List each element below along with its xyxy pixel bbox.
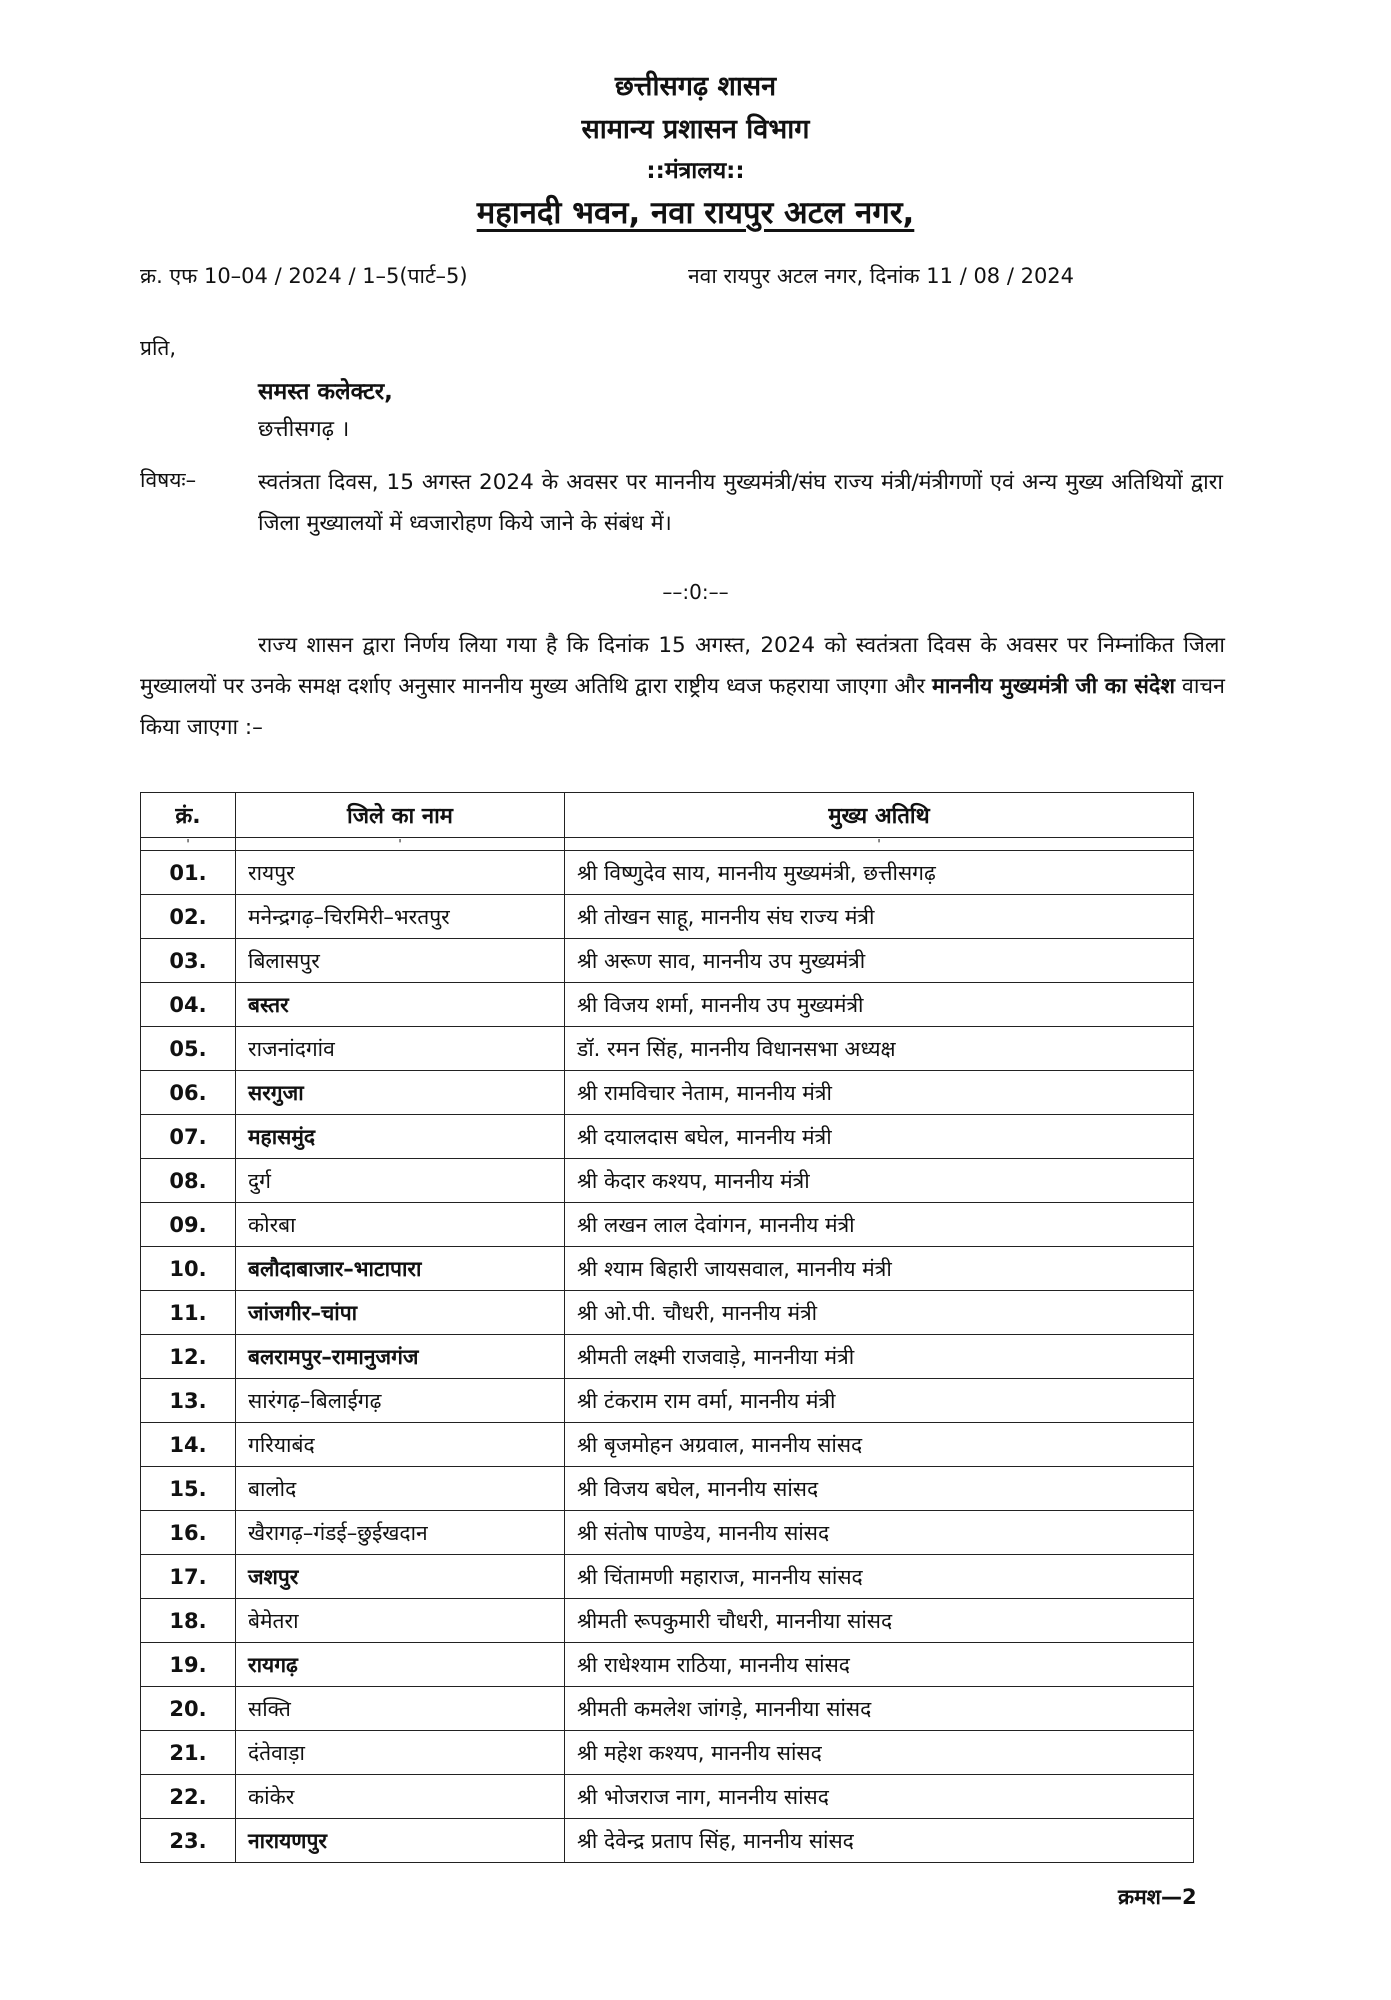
spacer-mark: ' [236, 838, 565, 851]
paragraph-text-2: वाचन किया जाएगा :– [140, 674, 1225, 740]
chief-guest-cell: श्री अरूण साव, माननीय उप मुख्यमंत्री [565, 939, 1194, 983]
district-name-cell: मनेन्द्रगढ़–चिरमिरी–भरतपुर [236, 895, 565, 939]
district-name-cell: रायपुर [236, 851, 565, 895]
district-name-cell: दंतेवाड़ा [236, 1731, 565, 1775]
header-ministry: ::मंत्रालय:: [646, 158, 745, 184]
table-row [141, 1555, 1194, 1599]
serial-number-cell: 22. [141, 1775, 236, 1819]
serial-number-cell: 21. [141, 1731, 236, 1775]
chief-guest-cell: श्रीमती लक्ष्मी राजवाड़े, माननीया मंत्री [565, 1335, 1194, 1379]
table-spacer-row [141, 838, 1194, 851]
table-row [141, 1467, 1194, 1511]
continuation-marker: क्रमश—2 [1118, 1885, 1197, 1909]
table-row [141, 1379, 1194, 1423]
chief-guest-cell: श्रीमती रूपकुमारी चौधरी, माननीया सांसद [565, 1599, 1194, 1643]
serial-number-cell: 10. [141, 1247, 236, 1291]
district-name-cell: महासमुंद [236, 1115, 565, 1159]
table-row [141, 1247, 1194, 1291]
serial-number-cell: 06. [141, 1071, 236, 1115]
serial-number-cell: 20. [141, 1687, 236, 1731]
district-name-cell: राजनांदगांव [236, 1027, 565, 1071]
serial-number-cell: 08. [141, 1159, 236, 1203]
serial-number-cell: 16. [141, 1511, 236, 1555]
district-name-cell: सारंगढ़–बिलाईगढ़ [236, 1379, 565, 1423]
serial-number-cell: 23. [141, 1819, 236, 1863]
serial-number-cell: 03. [141, 939, 236, 983]
chief-guest-cell: श्री भोजराज नाग, माननीय सांसद [565, 1775, 1194, 1819]
header-serial: क्रं. [141, 793, 236, 838]
table-row [141, 1423, 1194, 1467]
district-name-cell: जशपुर [236, 1555, 565, 1599]
serial-number-cell: 01. [141, 851, 236, 895]
spacer-mark: ' [141, 838, 236, 851]
serial-number-cell: 04. [141, 983, 236, 1027]
table-row [141, 1775, 1194, 1819]
district-name-cell: खैरागढ़–गंडई–छुईखदान [236, 1511, 565, 1555]
chief-guest-cell: श्री विजय बघेल, माननीय सांसद [565, 1467, 1194, 1511]
table-row [141, 1819, 1194, 1863]
serial-number-cell: 13. [141, 1379, 236, 1423]
paragraph-bold-text: माननीय मुख्यमंत्री जी का संदेश [931, 674, 1175, 699]
table-row [141, 851, 1194, 895]
chief-guest-cell: श्री ओ.पी. चौधरी, माननीय मंत्री [565, 1291, 1194, 1335]
district-name-cell: गरियाबंद [236, 1423, 565, 1467]
serial-number-cell: 11. [141, 1291, 236, 1335]
spacer-mark: ' [565, 838, 1194, 851]
table-row [141, 1643, 1194, 1687]
body-paragraph [140, 625, 1225, 748]
chief-guest-cell: श्री श्याम बिहारी जायसवाल, माननीय मंत्री [565, 1247, 1194, 1291]
addressee-prati: प्रति, [140, 336, 177, 360]
serial-number-cell: 09. [141, 1203, 236, 1247]
district-name-cell: दुर्ग [236, 1159, 565, 1203]
serial-number-cell: 19. [141, 1643, 236, 1687]
table-row [141, 1731, 1194, 1775]
serial-number-cell: 18. [141, 1599, 236, 1643]
chief-guest-cell: श्री विष्णुदेव साय, माननीय मुख्यमंत्री, छत्तीसगढ़ [565, 851, 1194, 895]
addressee-collectors: समस्त कलेक्टर, [258, 379, 393, 405]
chief-guest-cell: श्री बृजमोहन अग्रवाल, माननीय सांसद [565, 1423, 1194, 1467]
district-name-cell: सरगुजा [236, 1071, 565, 1115]
subject-text: स्वतंत्रता दिवस, 15 अगस्त 2024 के अवसर पर माननीय मुख्यमंत्री/संघ राज्य मंत्री/मंत्रीगणों एवं अन्य मुख्य अतिथियों द्वारा जिला मुख्यालयों में ध्वजारोहण किये जाने के संबंध में। [258, 470, 1223, 536]
serial-number-cell: 17. [141, 1555, 236, 1599]
serial-number-cell: 12. [141, 1335, 236, 1379]
chief-guest-cell: श्रीमती कमलेश जांगड़े, माननीया सांसद [565, 1687, 1194, 1731]
district-name-cell: कोरबा [236, 1203, 565, 1247]
chief-guest-cell: श्री केदार कश्यप, माननीय मंत्री [565, 1159, 1194, 1203]
table-row [141, 939, 1194, 983]
chief-guest-cell: श्री तोखन साहू, माननीय संघ राज्य मंत्री [565, 895, 1194, 939]
chief-guest-cell: श्री विजय शर्मा, माननीय उप मुख्यमंत्री [565, 983, 1194, 1027]
subject-label: विषयः– [140, 468, 197, 492]
table-row [141, 1115, 1194, 1159]
district-name-cell: बलरामपुर–रामानुजगंज [236, 1335, 565, 1379]
table-row [141, 1511, 1194, 1555]
table-row [141, 1203, 1194, 1247]
header-address: महानदी भवन, नवा रायपुर अटल नगर, [476, 195, 915, 231]
header-department: सामान्य प्रशासन विभाग [581, 114, 810, 145]
district-name-cell: कांकेर [236, 1775, 565, 1819]
guest-table [140, 792, 1194, 1863]
table-row [141, 1159, 1194, 1203]
serial-number-cell: 05. [141, 1027, 236, 1071]
table-row [141, 1687, 1194, 1731]
chief-guest-cell: श्री टंकराम राम वर्मा, माननीय मंत्री [565, 1379, 1194, 1423]
serial-number-cell: 15. [141, 1467, 236, 1511]
reference-place-date: नवा रायपुर अटल नगर, दिनांक 11 / 08 / 2024 [688, 264, 1075, 288]
serial-number-cell: 14. [141, 1423, 236, 1467]
district-name-cell: बेमेतरा [236, 1599, 565, 1643]
header-chief-guest: मुख्य अतिथि [565, 793, 1194, 838]
district-name-cell: जांजगीर–चांपा [236, 1291, 565, 1335]
table-row [141, 895, 1194, 939]
chief-guest-cell: श्री संतोष पाण्डेय, माननीय सांसद [565, 1511, 1194, 1555]
table-row [141, 1291, 1194, 1335]
district-name-cell: बिलासपुर [236, 939, 565, 983]
table-header-row [141, 793, 1194, 838]
header-government: छत्तीसगढ़ शासन [614, 71, 777, 102]
district-name-cell: सक्ति [236, 1687, 565, 1731]
serial-number-cell: 02. [141, 895, 236, 939]
header-district: जिले का नाम [236, 793, 565, 838]
chief-guest-cell: श्री रामविचार नेताम, माननीय मंत्री [565, 1071, 1194, 1115]
table-row [141, 1071, 1194, 1115]
table-row [141, 1027, 1194, 1071]
chief-guest-cell: श्री राधेश्याम राठिया, माननीय सांसद [565, 1643, 1194, 1687]
district-name-cell: बस्तर [236, 983, 565, 1027]
chief-guest-cell: श्री दयालदास बघेल, माननीय मंत्री [565, 1115, 1194, 1159]
table-row [141, 1599, 1194, 1643]
chief-guest-cell: श्री महेश कश्यप, माननीय सांसद [565, 1731, 1194, 1775]
table-body [141, 838, 1194, 1863]
serial-number-cell: 07. [141, 1115, 236, 1159]
district-name-cell: नारायणपुर [236, 1819, 565, 1863]
chief-guest-cell: श्री देवेन्द्र प्रताप सिंह, माननीय सांसद [565, 1819, 1194, 1863]
district-name-cell: बलौदाबाजार–भाटापारा [236, 1247, 565, 1291]
table-row [141, 1335, 1194, 1379]
separator: ––:0:–– [662, 580, 729, 604]
chief-guest-cell: श्री चिंतामणी महाराज, माननीय सांसद [565, 1555, 1194, 1599]
addressee-state: छत्तीसगढ़ । [258, 417, 350, 442]
district-name-cell: बालोद [236, 1467, 565, 1511]
district-name-cell: रायगढ़ [236, 1643, 565, 1687]
chief-guest-cell: श्री लखन लाल देवांगन, माननीय मंत्री [565, 1203, 1194, 1247]
table-row [141, 983, 1194, 1027]
paragraph-text-1: राज्य शासन द्वारा निर्णय लिया गया है कि दिनांक 15 अगस्त, 2024 को स्वतंत्रता दिवस के अवसर पर निम्नांकित जिला मुख्यालयों पर उनके समक्ष दर्शाए अनुसार माननीय मुख्य अतिथि द्वारा राष्ट्रीय ध्वज फहराया जाएगा और [140, 633, 1225, 699]
chief-guest-cell: डॉ. रमन सिंह, माननीय विधानसभा अध्यक्ष [565, 1027, 1194, 1071]
reference-number: क्र. एफ 10–04 / 2024 / 1–5(पार्ट–5) [140, 264, 468, 288]
